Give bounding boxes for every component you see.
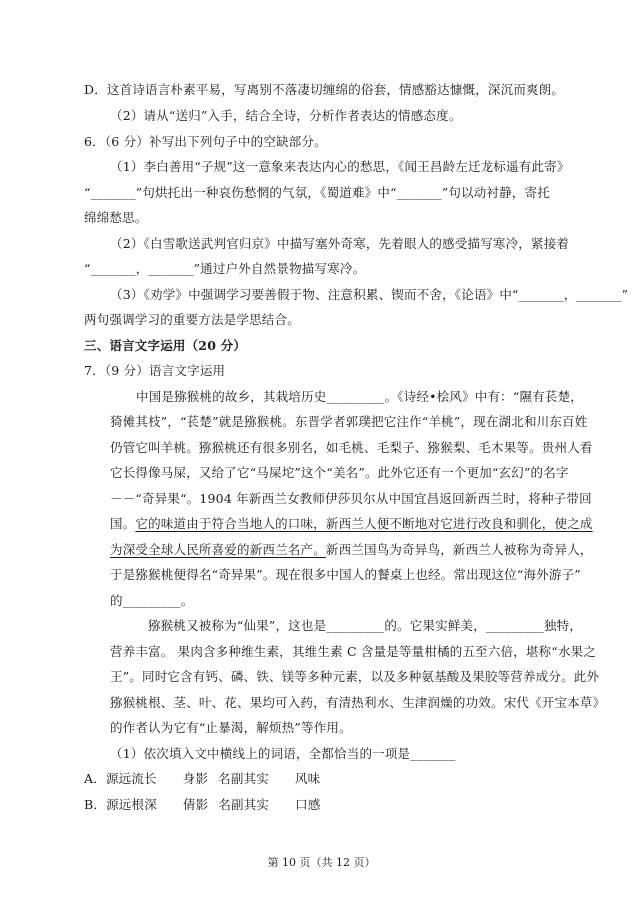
q6-item1-line2: “_______”句烘托出一种哀伤愁惘的气氛，《蜀道难》中“_______”句以动衬静，寄托	[84, 185, 551, 200]
q6-item3-line2: 两句强调学习的重要方法是学思结合。	[84, 312, 300, 327]
q7-para1-line5: －－“奇异果“。1904 年新西兰女教师伊莎贝尔从中国宜昌返回新西兰时，将种子带回	[110, 491, 592, 506]
q7-para1-line6	[110, 516, 593, 532]
q7-para2-line5: 的作者认为它有“止暴渴，解烦热”等作用。	[110, 720, 352, 735]
q7-para1-line2: 猗傩其枝”，“苌楚”就是猕猴桃。东晋学者郭璞把它注作“羊桃”，现在湖北和川东百姓	[110, 414, 588, 429]
option-word: 源远根深	[106, 797, 157, 812]
q6-item1-line3: 绵绵愁思。	[84, 210, 148, 225]
underlined-sentence-part1: 它的味道由于符合当地人的口味，新西兰人便不断地对它进行改良和驯化，使之成	[135, 516, 593, 531]
q7-para2-line1: 猕猴桃又被称为“仙果”，这也是_________的。它果实鲜美，_________独特，	[148, 618, 583, 633]
option-word: 倩影	[182, 797, 209, 812]
q7-para1-line8: 于是猕猴桃便得名“奇异果”。现在很多中国人的餐桌上也经。常出现这位“海外游子”	[110, 567, 581, 582]
q6-item2-line1: （2）《白雪歌送武判官归京》中描写塞外奇寒，先着眼人的感受描写寒冷，紧接着	[110, 236, 570, 251]
q6-item1-line1: （1）李白善用“子规”这一意象来表达内心的愁思，《闻王昌龄左迁龙标遥有此寄》	[110, 159, 570, 174]
q7-para1-line1: 中国是猕猴桃的故乡，其栽培历史_________。《诗经•桧风》中有：“隰有苌楚，	[136, 389, 583, 404]
section3-title: 三、语言文字运用（20 分）	[84, 338, 247, 353]
q7-para1-line3: 仍管它叫羊桃。猕猴桃还有很多别名，如毛桃、毛梨子、猕猴梨、毛木果等。贵州人看	[110, 440, 593, 455]
q7-title: 7．（9 分）语言文字运用	[84, 363, 226, 378]
q7-para1-line7	[110, 542, 593, 558]
q7-subquestion-1: （1）依次填入文中横线上的词语，全都恰当的一项是_______	[110, 746, 456, 761]
option-word: 身影	[182, 771, 209, 786]
underlined-sentence-part2: 为深受全球人民所喜爱的新西兰名产。	[110, 542, 326, 557]
option-word: 源远流长	[105, 771, 157, 786]
q5-option-d: D．这首诗语言朴素平易，写离别不落凄切缠绵的俗套，情感豁达慷慨，深沉而爽朗。	[84, 82, 565, 97]
option-word: 名副其实	[218, 797, 270, 812]
option-letter: B．	[84, 797, 107, 812]
q7-para1-line6-prefix: 国。	[110, 516, 136, 531]
option-word: 名副其实	[218, 771, 269, 786]
option-word: 口感	[295, 797, 321, 812]
q6-item2-line2: “_______，_______”通过户外自然景物描写寒冷。	[84, 261, 366, 276]
page-footer: 第 10 页（共 12 页）	[267, 856, 376, 869]
q7-para1-line9: 的_________。	[110, 593, 194, 608]
q6-item3-line1: （3）《劝学》中强调学习要善假于物、注意积累、锲而不舍，《论语》中“_______，_______”	[110, 287, 629, 302]
q7-para2-line4: 猕猴桃根、茎、叶、花、果均可入药，有清热利水、生津润燥的功效。宋代《开宝本草》	[110, 695, 606, 710]
option-word: 风味	[294, 771, 321, 786]
option-letter: A．	[84, 771, 106, 786]
q6-title: 6．（6 分）补写出下列句子中的空缺部分。	[84, 134, 327, 149]
q7-para2-line3: 王”。同时它含有钙、磷、铁、镁等多种元素，以及多种氨基酸及果胶等营养成分。此外	[110, 669, 600, 684]
q7-para2-line2: 营养丰富。 果肉含多种维生素，其维生素 C 含量是等量柑橘的五至六倍，堪称“水果之	[110, 644, 597, 659]
q7-para1-line7-rest: 新西兰国鸟为奇异鸟，新西兰人被称为奇异人，	[325, 542, 593, 557]
q7-option-b	[84, 797, 321, 813]
q5-subquestion-2: （2）请从“送归”入手，结合全诗，分析作者表达的情感态度。	[110, 108, 462, 123]
q7-option-a	[84, 771, 320, 787]
q7-para1-line4: 它长得像马屎，又给了它“马屎坨”这个“美名”。此外它还有一个更加“玄幻”的名字	[110, 465, 569, 480]
